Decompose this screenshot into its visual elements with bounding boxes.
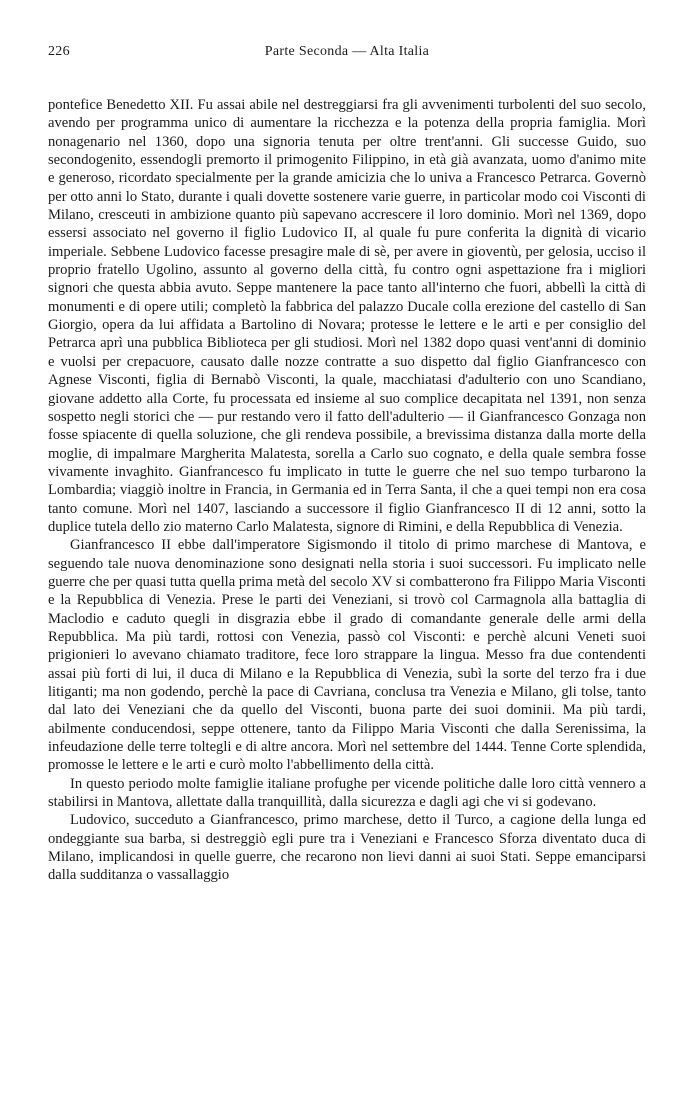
paragraph: In questo periodo molte famiglie italiane profughe per vicende politiche dalle loro città vennero a stabilirsi in Mantova, allettate dalla tranquillità, dalla sicurezza e dagli agi che vi si godevano. [48,775,646,811]
paragraph-continuation: pontefice Benedetto XII. Fu assai abile nel destreggiarsi fra gli avvenimenti turbolenti del suo secolo, avendo per programma unico di aumentare la ricchezza e la potenza della propria famiglia. Morì nonagenario nel 1360, dopo una signoria tenuta per oltre trent'anni. Gli successe Guido, suo secondogenito, essendogli premorto il primogenito Filippino, in età già avanzata, uomo d'animo mite e generoso, ricordato specialmente per la grande amicizia che lo univa a Francesco Petrarca. Governò per otto anni lo Stato, durante i quali dovette sostenere varie guerre, in particolar modo coi Visconti di Milano, cresceuti in ambizione quanto più sapevano accrescere il loro dominio. Morì nel 1369, dopo essersi associato nel governo il figlio Ludovico II, al quale fu pure conferita la dignità di vicario imperiale. Sebbene Ludovico facesse presagire male di sè, per avere in gioventù, per gelosia, ucciso il proprio fratello Ugolino, assunto al governo della città, fu contro ogni aspettazione fra i migliori signori che questa abbia avuto. Seppe mantenere la pace tanto all'interno che fuori, abbellì la città di monumenti e di opere utili; completò la fabbrica del palazzo Ducale colla erezione del castello di San Giorgio, opera da lui affidata a Bartolino di Novara; protesse le lettere e le arti e per consiglio del Petrarca aprì una pubblica Biblioteca per gli studiosi. Morì nel 1382 dopo quasi vent'anni di dominio e vuolsi per crepacuore, causato dalle nozze contratte a suo dispetto dal figlio Gianfrancesco con Agnese Visconti, figlia di Bernabò Visconti, la quale, macchiatasi d'adulterio con uno Scandiano, giovane addetto alla Corte, fu processata ed insieme al suo complice decapitata nel 1391, non senza sospetto negli storici che — pur restando vero il fatto dell'adulterio — il Gianfrancesco Gonzaga non fosse spiacente di quella soluzione, che gli rendeva possibile, a brevissima distanza dalla morte della moglie, di impalmare Margherita Malatesta, sorella a Carlo suo cognato, e della quale sembra fosse vivamente invaghito. Gianfrancesco fu implicato in tutte le guerre che nel suo tempo turbarono la Lombardia; viaggiò inoltre in Francia, in Germania ed in Terra Santa, il che a quei tempi non era cosa tanto comune. Morì nel 1407, lasciando a successore il figlio Gianfrancesco II di 12 anni, sotto la duplice tutela dello zio materno Carlo Malatesta, signore di Rimini, e della Repubblica di Venezia. [48,97,646,535]
page-number: 226 [48,44,70,59]
running-title: Parte Seconda — Alta Italia [264,44,430,59]
paragraph: Gianfrancesco II ebbe dall'imperatore Sigismondo il titolo di primo marchese di Mantova, e seguendo tale nuova denominazione sono designati nella storia i suoi successori. Fu implicato nelle guerre che per quasi tutta quella prima metà del secolo XV si combatterono fra Filippo Maria Visconti e la Repubblica di Venezia. Prese le parti dei Veneziani, si trovò col Carmagnola alla battaglia di Maclodio e caduto quegli in disgrazia ebbe il grado di comandante generale delle armi della Repubblica. Ma più tardi, rottosi con Venezia, passò col Visconti: e perchè alcuni Veneti suoi prigionieri lo avevano chiamato traditore, fece loro strappare la lingua. Messo fra due contendenti assai più forti di lui, il duca di Milano e la Repubblica di Venezia, subì la sorte del terzo fra i due litiganti; ma non godendo, perchè la pace di Cavriana, conclusa tra Venezia e Milano, gli tolse, tanto dal lato dei Veneziani che da quello del Visconti, buona parte dei suoi dominii. Ma più tardi, abilmente conducendosi, seppe ottenere, tanto da Filippo Maria Visconti che dalla Serenissima, la infeudazione delle terre toltegli e di altre ancora. Morì nel settembre del 1444. Tenne Corte splendida, promosse le lettere e le arti e curò molto l'abbellimento della città. [48,537,646,774]
paragraph: Ludovico, succeduto a Gianfrancesco, primo marchese, detto il Turco, a cagione della lunga ed ondeggiante sua barba, si destreggiò egli pure tra i Veneziani e Francesco Sforza diventato duca di Milano, implicandosi in quelle guerre, che recarono non lievi danni ai suoi Stati. Seppe emanciparsi dalla sudditanza o vassallaggio [48,812,646,884]
body-text [48,96,646,885]
page-header [48,44,646,66]
